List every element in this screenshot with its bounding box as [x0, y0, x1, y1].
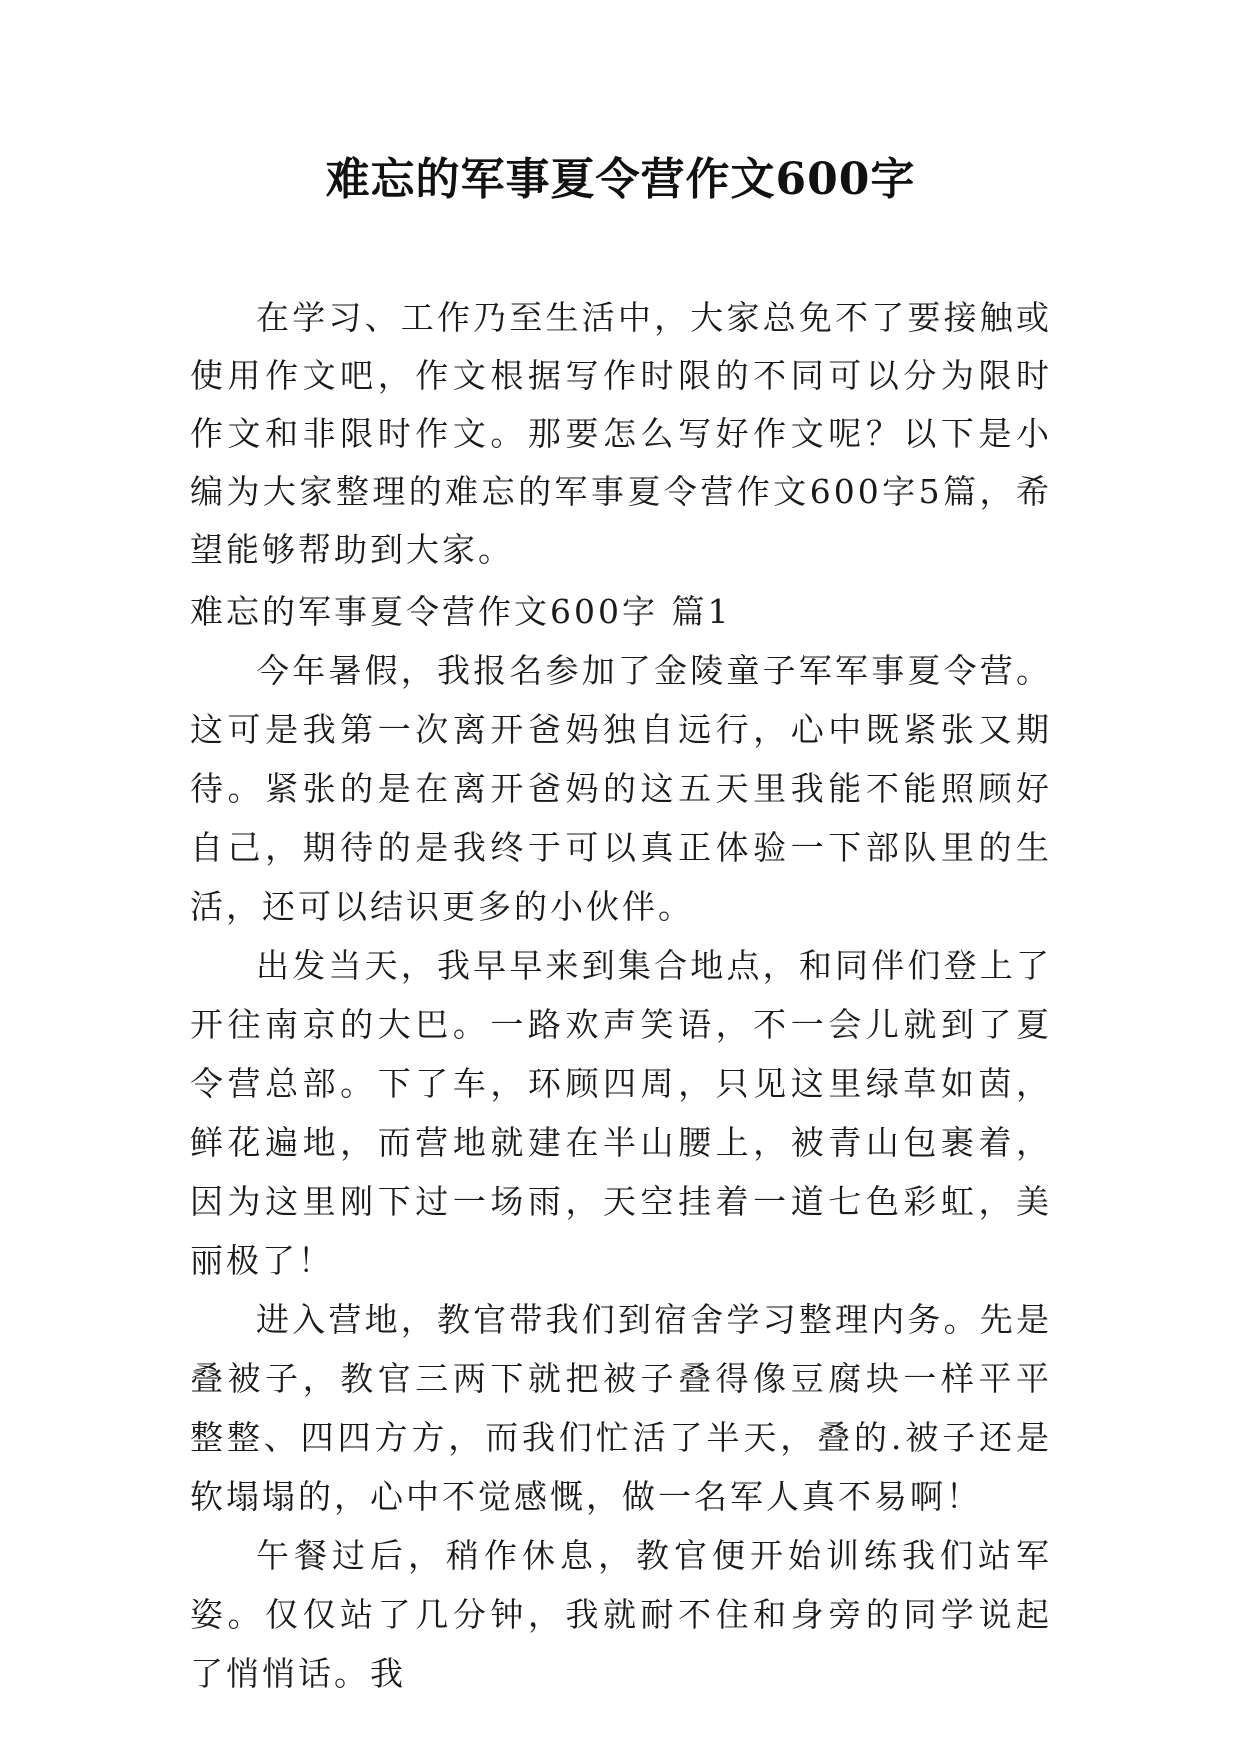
essay-paragraph: 今年暑假，我报名参加了金陵童子军军事夏令营。这可是我第一次离开爸妈独自远行，心中既紧张又期待。紧张的是在离开爸妈的这五天里我能不能照顾好自己，期待的是我终于可以真正体验一下部队里的生活，还可以结识更多的小伙伴。 — [190, 651, 1052, 926]
document-title: 难忘的军事夏令营作文600字 — [325, 154, 916, 205]
intro-paragraph: 在学习、工作乃至生活中，大家总免不了要接触或使用作文吧，作文根据写作时限的不同可以分为限时作文和非限时作文。那要怎么写好作文呢？以下是小编为大家整理的难忘的军事夏令营作文600字5篇，希望能够帮助到大家。 — [190, 298, 1052, 569]
essay-paragraph: 出发当天，我早早来到集合地点，和同伴们登上了开往南京的大巴。一路欢声笑语，不一会儿就到了夏令营总部。下了车，环顾四周，只见这里绿草如茵，鲜花遍地，而营地就建在半山腰上，被青山包裹着，因为这里刚下过一场雨，天空挂着一道七色彩虹，美丽极了！ — [190, 946, 1052, 1280]
essay-paragraph: 进入营地，教官带我们到宿舍学习整理内务。先是叠被子，教官三两下就把被子叠得像豆腐块一样平平整整、四四方方，而我们忙活了半天，叠的.被子还是软塌塌的，心中不觉感慨，做一名军人真不易啊！ — [190, 1300, 1052, 1516]
intro-block — [190, 289, 1052, 579]
essay-paragraph: 午餐过后，稍作休息，教官便开始训练我们站军姿。仅仅站了几分钟，我就耐不住和身旁的同学说起了悄悄话。我 — [190, 1536, 1052, 1693]
section-heading: 难忘的军事夏令营作文600字 篇1 — [190, 592, 732, 631]
essay-section — [190, 582, 1052, 1703]
